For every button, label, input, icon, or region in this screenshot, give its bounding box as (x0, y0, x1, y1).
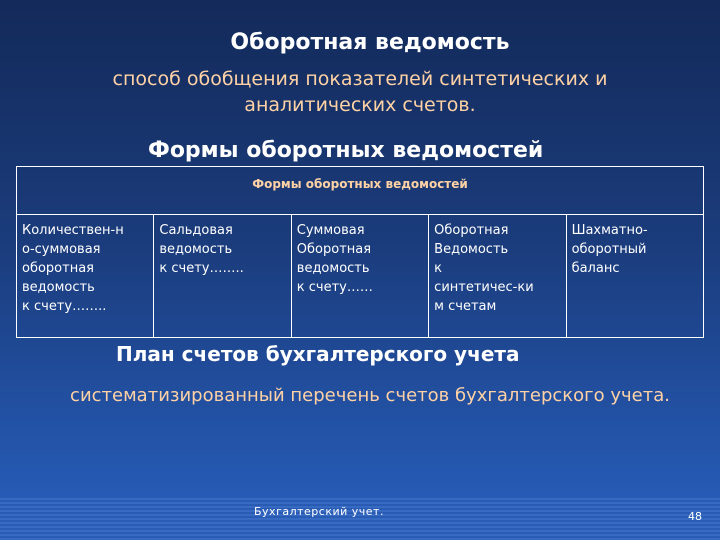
chart-of-accounts-heading: План счетов бухгалтерского учета (116, 342, 520, 366)
table-row (17, 215, 704, 338)
footer-text: Бухгалтерский учет. (254, 505, 384, 518)
table-cell-quantity-sum: Количествен-н о-суммовая оборотная ведомость к счету…….. (17, 215, 154, 338)
table-header-row (17, 167, 704, 215)
definition-text: способ обобщения показателей синтетических и аналитических счетов. (112, 68, 608, 116)
chart-of-accounts-definition: систематизированный перечень счетов бухгалтерского учета. (70, 385, 670, 406)
table-cell-synthetic: Оборотная Ведомость к синтетичес-ки м счетам (429, 215, 566, 338)
table-cell-chess: Шахматно- оборотный баланс (566, 215, 703, 338)
forms-table (16, 166, 704, 338)
forms-heading: Формы оборотных ведомостей (148, 138, 544, 163)
table-cell-sum: Суммовая Оборотная ведомость к счету…… (291, 215, 428, 338)
slide-title: Оборотная ведомость (230, 30, 510, 55)
table-header: Формы оборотных ведомостей (17, 167, 704, 215)
page-number: 48 (688, 510, 702, 523)
table-cell-balance: Сальдовая ведомость к счету…….. (154, 215, 291, 338)
